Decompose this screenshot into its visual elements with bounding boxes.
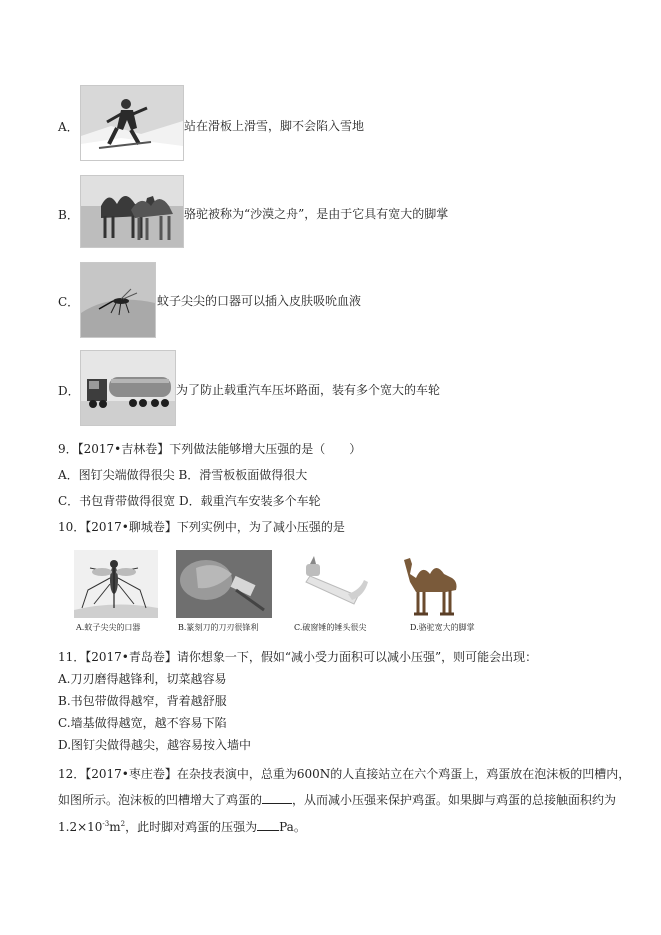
mosquito-image	[80, 262, 156, 338]
camel-icon	[81, 176, 183, 247]
q12-line2-start: 如图所示。泡沫板的凹槽增大了鸡蛋的	[58, 793, 263, 807]
option-a-letter: A．	[58, 120, 79, 134]
option-c-text: 蚊子尖尖的口器可以插入皮肤吸吮血液	[157, 294, 362, 308]
q10-carving-knife-figure	[176, 550, 272, 618]
option-d-letter: D．	[58, 384, 80, 398]
q10-stem: 10．【2017•聊城卷】下列实例中，为了减小压强的是	[58, 520, 345, 534]
q11-option-c: C.墙基做得越宽，越不容易下陷	[58, 716, 227, 730]
q10-hammer-figure	[292, 550, 376, 618]
q11-option-d: D.图钉尖做得越尖，越容易按入墙中	[58, 738, 252, 752]
q12-area-unit: m	[109, 820, 121, 834]
q12-line2	[58, 791, 616, 808]
truck-image	[80, 350, 176, 426]
option-a-text: 站在滑板上滑雪，脚不会陷入雪地	[184, 119, 365, 133]
option-d-text: 为了防止载重汽车压坏路面，装有多个宽大的车轮	[176, 383, 441, 397]
q10-caption-c: C.破窗锤的锤头很尖	[294, 623, 367, 632]
q10-caption-d: D.骆驼宽大的脚掌	[410, 623, 475, 632]
option-b-text: 骆驼被称为“沙漠之舟”，是由于它具有宽大的脚掌	[184, 207, 449, 221]
hammer-icon	[292, 550, 376, 618]
option-c-letter: C．	[58, 295, 80, 309]
q11-stem: 11．【2017•青岛卷】请你想象一下，假如“减小受力面积可以减小压强”，则可能会出现：	[58, 650, 538, 664]
carving-knife-icon	[176, 550, 272, 618]
option-b-letter: B．	[58, 208, 79, 222]
q11-option-b: B.书包带做得越窄，背着越舒服	[58, 694, 227, 708]
skier-icon	[81, 86, 183, 160]
truck-icon	[81, 351, 175, 425]
q12-area-exponent: -3	[102, 820, 110, 828]
q10-mosquito-figure	[74, 550, 158, 618]
q12-line2-end: ，从而减小压强来保护鸡蛋。如果脚与鸡蛋的总接触面积约为	[292, 793, 617, 807]
q10-caption-a: A.蚊子尖尖的口器	[76, 623, 141, 632]
q12-line3-end: Pa。	[279, 820, 306, 834]
q12-line1: 12．【2017•枣庄卷】在杂技表演中，总重为600N的人直接站立在六个鸡蛋上，鸡蛋放在泡沫板的凹槽内，	[58, 767, 631, 781]
skier-image	[80, 85, 184, 161]
camel-image	[80, 175, 184, 248]
camel-icon	[396, 550, 466, 618]
mosquito-icon	[74, 550, 158, 618]
q10-figure	[74, 550, 475, 640]
q12-blank-1	[262, 803, 292, 804]
q12-line3	[58, 818, 306, 835]
q10-camel-figure	[396, 550, 466, 618]
q12-line3-middle: ，此时脚对鸡蛋的压强为	[125, 820, 258, 834]
q9-options-line2: C．书包背带做得很宽 D．载重汽车安装多个车轮	[58, 494, 321, 508]
q9-stem: 9．【2017•吉林卷】下列做法能够增大压强的是（ ）	[58, 442, 362, 456]
mosquito-icon	[81, 263, 155, 337]
q9-options-line1: A．图钉尖端做得很尖 B．滑雪板板面做得很大	[58, 468, 308, 482]
q12-blank-2	[257, 830, 279, 831]
q12-area-unit-exponent: 2	[120, 820, 126, 828]
q11-option-a: A.刀刃磨得越锋利，切菜越容易	[58, 672, 227, 686]
q10-caption-b: B.篆刻刀的刀刃很锋利	[178, 623, 259, 632]
q12-area-value: 1.2×10	[58, 820, 103, 834]
